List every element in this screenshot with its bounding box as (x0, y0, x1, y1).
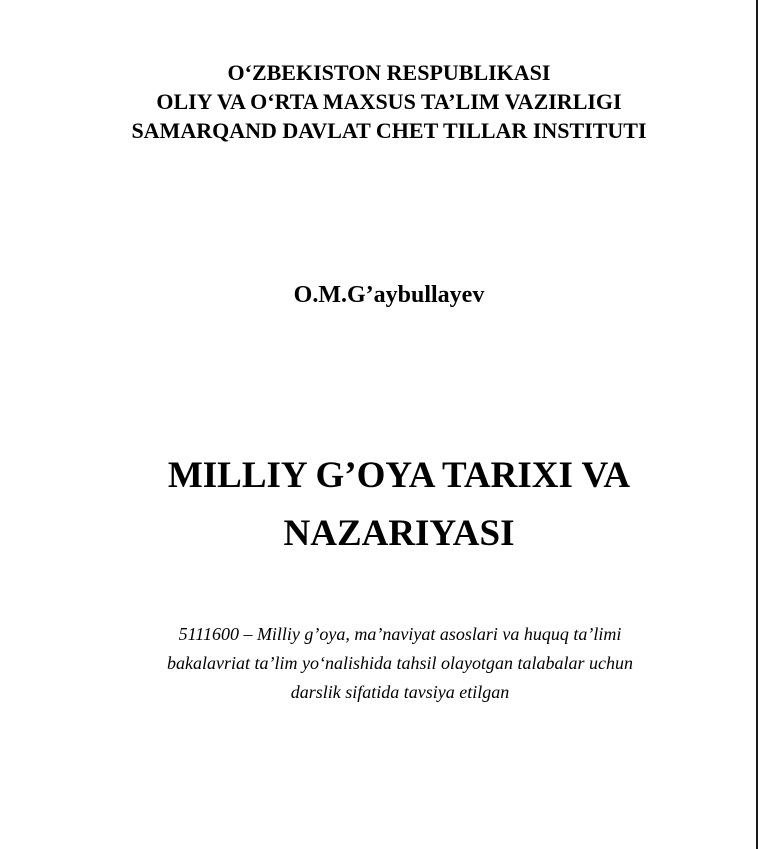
header-line-institute: SAMARQAND DAVLAT CHET TILLAR INSTITUTI (131, 118, 647, 143)
header-line-ministry: OLIY VA O‘RTA MAXSUS TA’LIM VAZIRLIGI (156, 89, 622, 114)
book-title-line-2: NAZARIYASI (283, 513, 515, 554)
institution-header (0, 58, 758, 145)
description-line-1: 5111600 – Milliy g’oya, ma’naviyat asoslari va huquq ta’limi (178, 624, 622, 644)
book-title-line-1: MILLIY G’OYA TARIXI VA (167, 455, 631, 496)
description-line-3: darslik sifatida tavsiya etilgan (290, 682, 510, 702)
author-name: O.M.G’aybullayev (293, 282, 485, 308)
header-line-country: O‘ZBEKISTON RESPUBLIKASI (227, 60, 551, 85)
description-line-2: bakalavriat ta’lim yo‘nalishida tahsil olayotgan talabalar uchun (167, 653, 633, 673)
book-description (0, 620, 758, 707)
book-title (0, 447, 758, 563)
